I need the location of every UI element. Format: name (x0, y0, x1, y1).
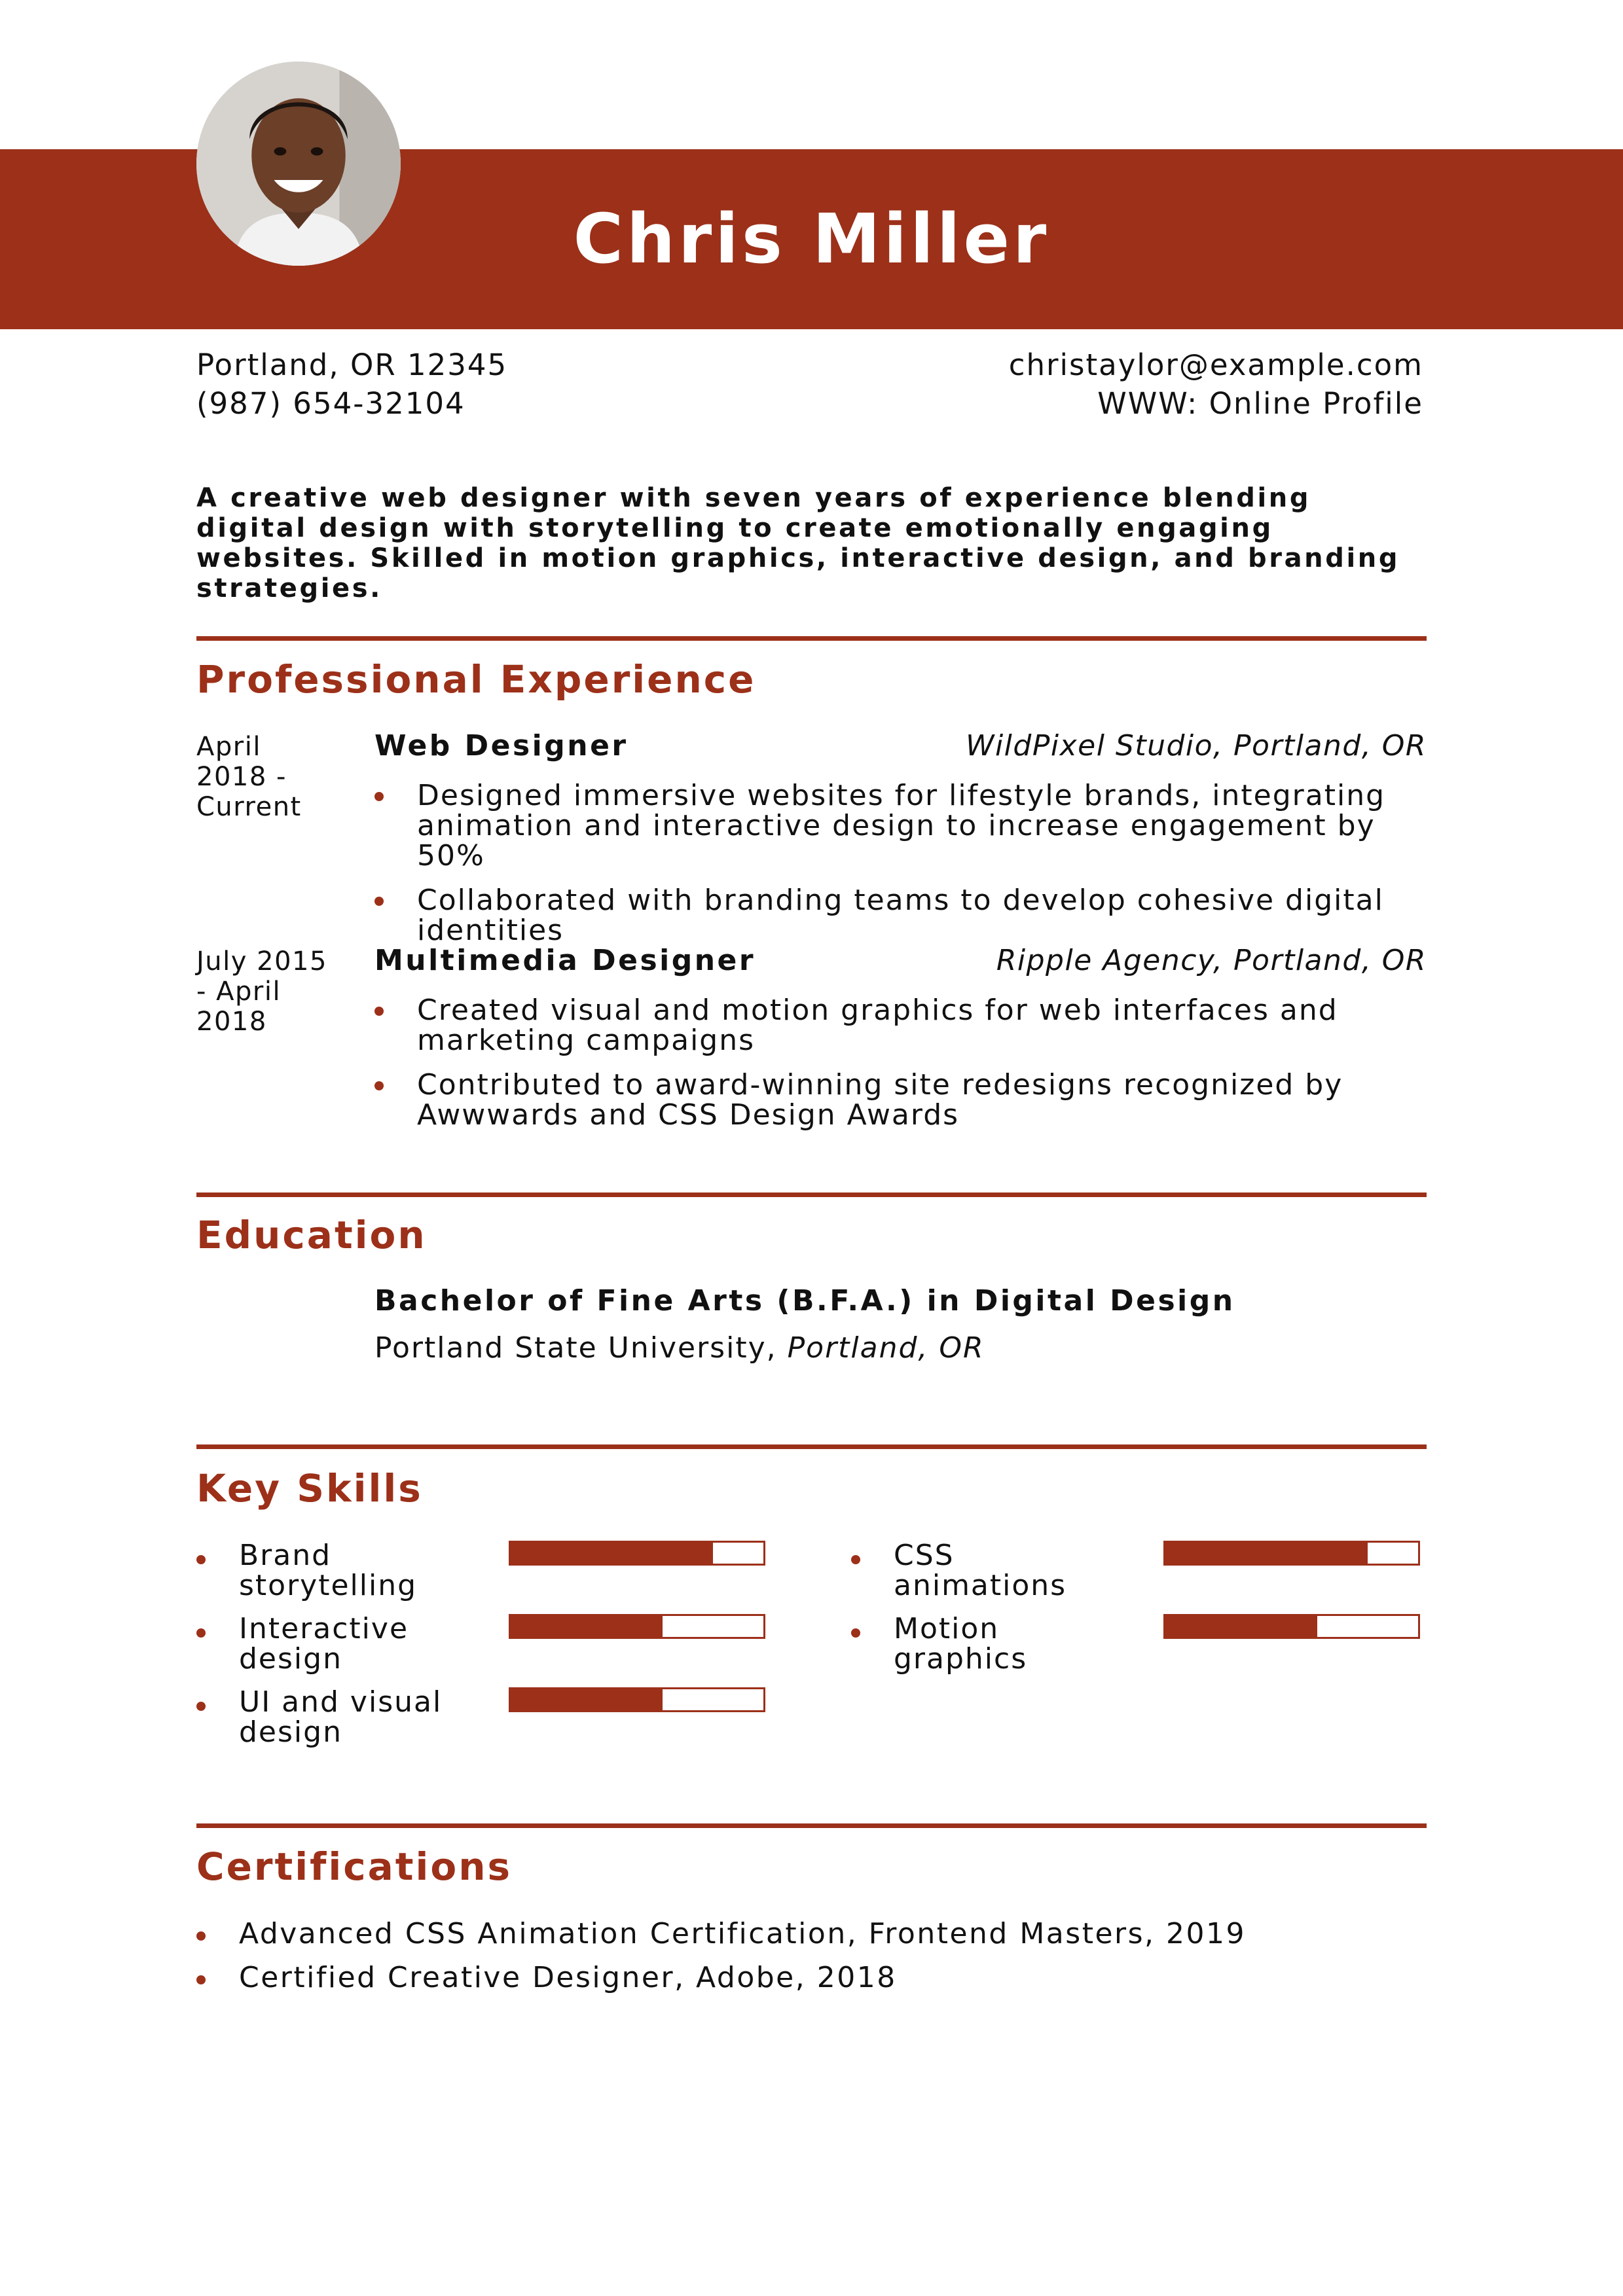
list-item (374, 1070, 1435, 1130)
bullet-icon (196, 1628, 206, 1638)
section-divider (196, 1193, 1427, 1197)
job-title: Multimedia Designer (374, 944, 756, 977)
list-item (374, 781, 1435, 871)
job-bullets (374, 996, 1435, 1145)
job-company: WildPixel Studio, Portland, OR (965, 729, 1427, 762)
phone: (987) 654-32104 (196, 386, 465, 421)
skill-level-fill (1165, 1616, 1317, 1637)
skill-level-fill (511, 1689, 663, 1710)
bullet-text: Contributed to award-winning site redesigns recognized by Awwwards and CSS Design Awards (417, 1068, 1343, 1132)
list-item (196, 1917, 1246, 1952)
bullet-icon (196, 1975, 206, 1984)
skill-label: Motion graphics (894, 1614, 1028, 1674)
bullet-text: Collaborated with branding teams to develop cohesive digital identities (417, 884, 1384, 947)
contact-right (1009, 346, 1423, 423)
certification-text: Advanced CSS Animation Certification, Frontend Masters, 2019 (239, 1917, 1246, 1950)
email-link[interactable]: christaylor@example.com (1008, 348, 1423, 382)
school-name: Portland State University, (374, 1331, 777, 1365)
section-divider (196, 1823, 1427, 1828)
address: Portland, OR 12345 (196, 348, 508, 382)
bullet-text: Designed immersive websites for lifestyle brands, integrating animation and interactive design to increase engagement by 50% (417, 779, 1386, 872)
job-bullets (374, 781, 1435, 960)
job-date: April 2018 - Current (196, 732, 302, 822)
skill-label: Brand storytelling (239, 1541, 418, 1601)
skill-item (196, 1541, 471, 1601)
section-divider (196, 636, 1427, 641)
skill-item (851, 1541, 1126, 1601)
skill-level-fill (511, 1616, 663, 1637)
skill-item (196, 1614, 471, 1674)
list-item (196, 1961, 897, 1996)
bullet-text: Created visual and motion graphics for web interfaces and marketing campaigns (417, 994, 1338, 1057)
skill-level-bar (1163, 1541, 1420, 1566)
skill-level-fill (511, 1543, 713, 1564)
summary: A creative web designer with seven years of experience blending digital design with storytelling to create emotionally engaging websites. Skilled in motion graphics, interactive design, and branding strategies. (196, 483, 1400, 603)
bullet-icon (374, 1007, 384, 1016)
skill-level-fill (1165, 1543, 1368, 1564)
bullet-icon (196, 1555, 206, 1564)
education-heading: Education (196, 1213, 427, 1257)
job-title: Web Designer (374, 729, 629, 762)
bullet-icon (851, 1555, 860, 1564)
bullet-icon (374, 792, 384, 801)
skill-level-bar (509, 1541, 765, 1566)
bullet-icon (374, 1081, 384, 1090)
skills-heading: Key Skills (196, 1466, 423, 1511)
certifications-heading: Certifications (196, 1844, 513, 1889)
skill-level-bar (1163, 1614, 1420, 1639)
skill-label: UI and visual design (239, 1687, 443, 1748)
skill-item (851, 1614, 1126, 1674)
list-item (374, 886, 1435, 946)
school-location: Portland, OR (787, 1331, 985, 1365)
skill-label: CSS animations (894, 1541, 1067, 1601)
website-link[interactable]: WWW: Online Profile (1097, 386, 1423, 421)
bullet-icon (851, 1628, 860, 1638)
skill-level-bar (509, 1687, 765, 1712)
skill-label: Interactive design (239, 1614, 409, 1674)
bullet-icon (374, 897, 384, 906)
list-item (374, 996, 1435, 1056)
school (374, 1331, 985, 1366)
section-divider (196, 1444, 1427, 1449)
bullet-icon (196, 1702, 206, 1711)
job-date: July 2015 - April 2018 (196, 946, 327, 1037)
contact-left (196, 346, 507, 423)
candidate-name: Chris Miller (573, 199, 1050, 279)
skill-level-bar (509, 1614, 765, 1639)
certification-text: Certified Creative Designer, Adobe, 2018 (239, 1961, 897, 1994)
degree: Bachelor of Fine Arts (B.F.A.) in Digital Design (374, 1284, 1235, 1318)
skill-item (196, 1687, 471, 1748)
bullet-icon (196, 1931, 206, 1941)
job-company: Ripple Agency, Portland, OR (996, 944, 1427, 977)
experience-heading: Professional Experience (196, 657, 756, 702)
